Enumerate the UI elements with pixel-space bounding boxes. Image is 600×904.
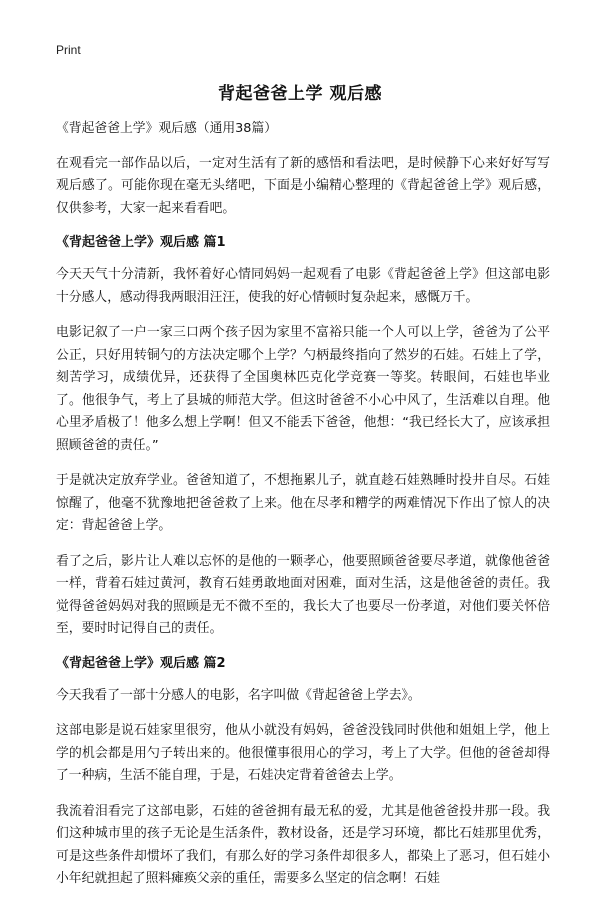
body-paragraph: 今天我看了一部十分感人的电影，名字叫做《背起爸爸上学去》。 [56, 687, 421, 703]
intro-paragraph: 在观看完一部作品以后，一定对生活有了新的感悟和看法吧，是时候静下心来好好写写观后感了。可能你现在毫无头绪吧，下面是小编精心整理的《背起爸爸上学》观后感，仅供参考，大家一起来看看吧。 [56, 155, 550, 216]
body-paragraph: 于是就决定放弃学业。爸爸知道了，不想拖累儿子，就直趁石娃熟睡时投井自尽。石娃惊醒了，他毫不犹豫地把爸爸救了上来。他在尽孝和糟学的两难情况下作出了惊人的决定：背起爸爸上学。 [56, 473, 550, 533]
print-link[interactable]: Print [56, 43, 81, 57]
section-heading: 《背起爸爸上学》观后感 篇1 [56, 235, 226, 250]
essay-section-2 [56, 654, 550, 891]
body-paragraph: 电影记叙了一户一家三口两个孩子因为家里不富裕只能一个人可以上学，爸爸为了公平公正，只好用转铜勺的方法决定哪个上学？勺柄最终指向了然岁的石娃。石娃上了学，刻苦学习，成绩优异，还获得了全国奥林匹克化学竞赛一等奖。转眼间，石娃也毕业了。他很争气，考上了县城的师范大学。但这时爸爸不小心中风了，生活难以自理。他心里矛盾极了！他多么想上学啊！但又不能丢下爸爸，他想：“我已经长大了，应该承担照顾爸爸的责任。” [56, 325, 550, 453]
body-paragraph: 今天天气十分清新，我怀着好心情同妈妈一起观看了电影《背起爸爸上学》但这部电影十分感人，感动得我两眼泪汪汪，使我的好心情顿时复杂起来，感慨万千。 [56, 267, 550, 305]
document-body [56, 118, 550, 904]
body-paragraph: 看了之后，影片让人难以忘怀的是他的一颗孝心，他要照顾爸爸要尽孝道，就像他爸爸一样，背着石娃过黄河，教育石娃勇敢地面对困难，面对生活，这是他爸爸的责任。我觉得爸爸妈妈对我的照顾是无不微不至的，我长大了也要尽一份孝道，对他们要关怀倍至，要时时记得自己的责任。 [56, 553, 550, 636]
essay-section-1 [56, 233, 550, 641]
section-heading: 《背起爸爸上学》观后感 篇2 [56, 655, 226, 671]
document-subtitle: 《背起爸爸上学》观后感（通用38篇） [56, 121, 278, 136]
body-paragraph: 我流着泪看完了这部电影，石娃的爸爸拥有最无私的爱，尤其是他爸爸投井那一段。我们这种城市里的孩子无论是生活条件，教材设备，还是学习环境，都比石娃那里优秀，可是这些条件却惯坏了我们，有那么好的学习条件却很多人，都染上了恶习，但石娃小小年纪就担起了照料瘫痪父亲的重任，需要多么坚定的信念啊！石娃 [56, 803, 550, 886]
body-paragraph: 这部电影是说石娃家里很穷，他从小就没有妈妈，爸爸没钱同时供他和姐姐上学，他上学的机会都是用勺子转出来的。他很懂事很用心的学习，考上了大学。但他的爸爸却得了一种病，生活不能自理，于是，石娃决定背着爸爸去上学。 [56, 723, 550, 783]
document-title: 背起爸爸上学 观后感 [218, 84, 382, 104]
